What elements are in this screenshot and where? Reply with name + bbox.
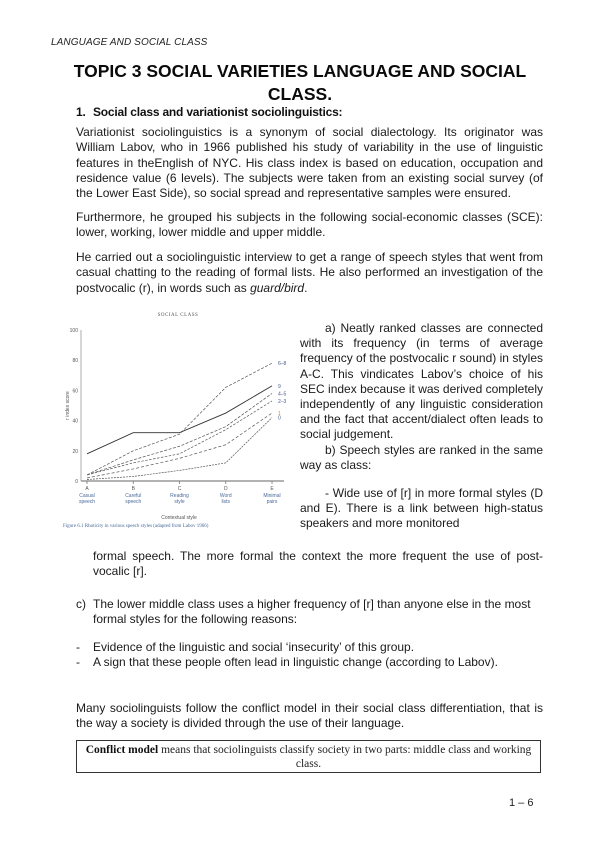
title-line-2: CLASS.	[267, 84, 333, 104]
chart-commentary	[300, 321, 543, 532]
x-tick-label: Word	[219, 493, 232, 499]
x-axis-label: Contextual style	[161, 515, 197, 521]
y-tick-label: 60	[72, 388, 78, 395]
point-a: a) Neatly ranked classes are connected with its frequency (in terms of average frequency of the postvocalic r sound) in styles A-C. This vindicates Labov’s choice of his SEC index because it was derived completely independently of any linguistic consideration and the fact that accent/dialect often leads to social judgement.	[300, 321, 543, 442]
y-axis-label: r index score	[65, 391, 71, 420]
y-tick-label: 80	[72, 358, 78, 365]
point-b-dash: - Wide use of [r] in more formal styles (D and E). There is a link between high-status speakers and more monitored	[300, 486, 543, 531]
series-line	[87, 413, 272, 478]
series-line	[87, 363, 272, 475]
x-tick-label: Casual	[79, 493, 95, 499]
x-tick-label: style	[174, 499, 185, 505]
definition-text: means that sociolinguists classify society in two parts: middle class and working class.	[158, 744, 532, 770]
x-tick-label: lists	[221, 499, 231, 505]
y-tick-label: 40	[72, 418, 78, 425]
x-tick-label: speech	[78, 499, 96, 505]
series-label: 2–3	[278, 398, 287, 405]
list-item-text: Evidence of the linguistic and social ‘insecurity’ of this group.	[93, 640, 415, 654]
paragraph-interview-text: He carried out a sociolinguistic interview to get a range of speech styles that went from casual chatting to the reading of formal lists. He also performed an investigation of the postvocalic (r), in words such as	[76, 250, 543, 295]
chart-canvas	[60, 305, 300, 535]
series-label: 6–8	[278, 361, 287, 368]
x-tick-letter: A	[85, 486, 89, 492]
y-tick-label: 20	[72, 448, 78, 455]
reasons-list	[76, 640, 543, 671]
x-tick-letter: D	[223, 486, 228, 492]
x-tick-label: pairs	[266, 499, 278, 505]
paragraph-classes: Furthermore, he grouped his subjects in the following social-economic classes (SCE): lower, working, lower middle and upper middle.	[76, 210, 543, 240]
section-heading	[76, 105, 342, 119]
list-item-text: A sign that these people often lead in linguistic change (according to Labov).	[93, 655, 498, 670]
x-tick-label: speech	[125, 499, 142, 505]
series-line	[87, 401, 272, 475]
point-b: b) Speech styles are ranked in the same way as class:	[300, 442, 543, 472]
point-b-continuation: formal speech. The more formal the context the more frequent the use of post-vocalic [r].	[93, 549, 543, 579]
x-tick-label: Reading	[170, 493, 189, 499]
chart-title: SOCIAL CLASS	[157, 313, 199, 318]
series-label: 4–5	[278, 391, 287, 398]
definition-box	[76, 740, 541, 773]
page-number: 1 – 6	[509, 797, 534, 809]
list-item	[76, 640, 543, 655]
page-title	[40, 60, 560, 106]
series-label: 1	[278, 411, 281, 418]
dash-bullet: -	[76, 640, 80, 654]
running-head: LANGUAGE AND SOCIAL CLASS	[51, 37, 208, 48]
x-tick-letter: C	[177, 486, 182, 492]
figure-caption: Figure 6.1 Rhoticity in various speech styles (adapted from Labov 1966)	[63, 524, 209, 529]
dash-bullet: -	[76, 655, 80, 670]
x-tick-label: Careful	[125, 493, 142, 499]
paragraph-conflict-model: Many sociolinguists follow the conflict model in their social class differentiation, that is the way a society is divided through the use of their language.	[76, 701, 543, 731]
x-tick-letter: E	[270, 486, 274, 492]
paragraph-interview	[76, 250, 543, 296]
title-line-1: TOPIC 3 SOCIAL VARIETIES LANGUAGE AND SOCIAL	[73, 61, 527, 81]
point-c-text: The lower middle class uses a higher frequency of [r] than anyone else in the most formal styles for the following reasons:	[93, 597, 531, 627]
point-c-marker: c)	[76, 597, 86, 611]
list-item	[76, 655, 543, 670]
paragraph-interview-end: .	[304, 280, 308, 295]
x-tick-letter: B	[131, 486, 135, 492]
example-words: guard/bird	[250, 280, 305, 295]
y-tick-label: 100	[69, 328, 78, 334]
y-tick-label: 0	[75, 479, 78, 485]
point-c	[76, 597, 543, 628]
series-line	[87, 386, 272, 454]
definition-term: Conflict model	[85, 744, 159, 756]
section-number: 1.	[76, 105, 86, 119]
series-label: 0	[278, 415, 281, 422]
series-line	[87, 418, 272, 480]
section-heading-text: Social class and variationist sociolinguistics:	[93, 105, 343, 119]
paragraph-intro: Variationist sociolinguistics is a synonym of social dialectology. Its originator was William Labov, who in 1966 published his study of variability in the use of linguistic features in theEnglish of NYC. His class index is based on education, occupation and residence value (6 levels). The subjects were taken from an existing social survey (of the Lower East Side), so social spread and representative samples were ensured.	[76, 125, 543, 201]
rhoticity-chart	[60, 305, 300, 535]
x-tick-label: Minimal	[263, 493, 281, 499]
series-label: 9	[278, 383, 281, 390]
